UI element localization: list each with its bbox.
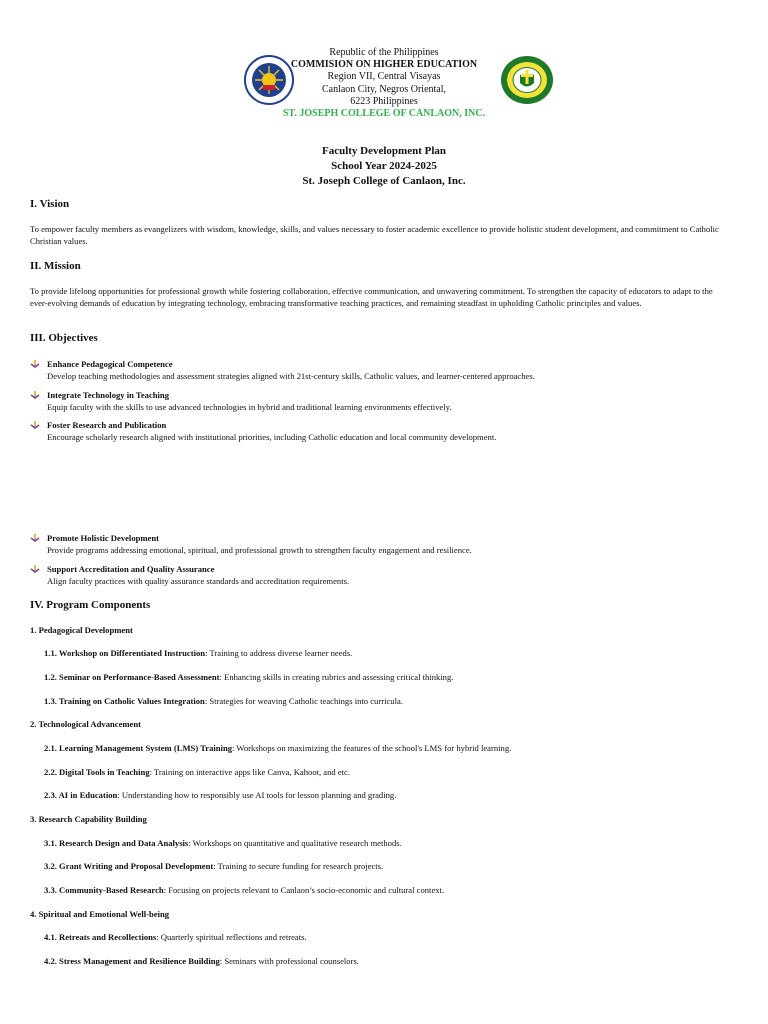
postal-line: 6223 Philippines: [350, 95, 418, 107]
objective-title: Enhance Pedagogical Competence: [47, 359, 173, 369]
objective-desc: Equip faculty with the skills to use advanced technologies in hybrid and traditional learning environments effectively.: [47, 402, 452, 412]
component-item-label: 4.2. Stress Management and Resilience Building: [44, 956, 220, 966]
component-item-text: : Strategies for weaving Catholic teachings into curricula.: [204, 696, 403, 706]
title-line-2: School Year 2024-2025: [331, 160, 437, 172]
component-item-text: : Training to address diverse learner needs.: [205, 648, 353, 658]
component-item-label: 1.1. Workshop on Differentiated Instruction: [44, 648, 206, 658]
arrow-bullet-icon: [30, 533, 40, 543]
component-item-label: 4.1. Retreats and Recollections: [44, 932, 157, 942]
component-item-label: 1.2. Seminar on Performance-Based Assessment: [44, 672, 220, 682]
component-item: [44, 672, 453, 682]
objective-desc: Align faculty practices with quality assurance standards and accreditation requirements.: [47, 576, 350, 586]
component-item: [44, 838, 402, 848]
component-group-heading: 4. Spiritual and Emotional Well-being: [30, 909, 170, 919]
component-item-text: : Workshops on quantitative and qualitative research methods.: [188, 838, 402, 848]
republic-line: Republic of the Philippines: [329, 47, 439, 58]
objective-title: Integrate Technology in Teaching: [47, 390, 170, 400]
component-group-heading: 3. Research Capability Building: [30, 814, 147, 824]
component-item-text: : Enhancing skills in creating rubrics and assessing critical thinking.: [219, 672, 454, 682]
objective-title: Foster Research and Publication: [47, 420, 167, 430]
component-item-text: : Seminars with professional counselors.: [219, 956, 359, 966]
component-item-label: 1.3. Training on Catholic Values Integration: [44, 696, 205, 706]
component-item-text: : Quarterly spiritual reflections and retreats.: [156, 932, 307, 942]
component-item: [44, 885, 444, 895]
component-item: [44, 956, 359, 966]
component-item-text: : Understanding how to responsibly use AI tools for lesson planning and grading.: [117, 790, 397, 800]
component-item-text: : Focusing on projects relevant to Canlaon’s socio-economic and cultural context.: [163, 885, 445, 895]
components-heading: IV. Program Components: [30, 599, 151, 611]
objective-title: Support Accreditation and Quality Assurance: [47, 564, 215, 574]
title-line-3: St. Joseph College of Canlaon, Inc.: [302, 175, 466, 187]
component-item-label: 2.3. AI in Education: [44, 790, 118, 800]
component-item: [44, 932, 307, 942]
arrow-bullet-icon: [30, 564, 40, 574]
component-item-label: 2.2. Digital Tools in Teaching: [44, 767, 150, 777]
objective-desc: Encourage scholarly research aligned with institutional priorities, including Catholic education and local community development.: [47, 432, 497, 442]
document-title: [0, 144, 768, 189]
arrow-bullet-icon: [30, 420, 40, 430]
component-item: [44, 648, 352, 658]
component-item-text: : Workshops on maximizing the features of the school's LMS for hybrid learning.: [232, 743, 512, 753]
component-item: [44, 861, 383, 871]
component-item-text: : Training to secure funding for research projects.: [213, 861, 384, 871]
component-item-label: 3.2. Grant Writing and Proposal Development: [44, 861, 214, 871]
mission-text: To provide lifelong opportunities for professional growth while fostering collaboration, effective communication, and unwavering commitment. To strengthen the capacity of educators to adapt to the ever-evolving demands of education by integrating technology, embracing transformative teaching practices, and remaining steadfast in upholding Catholic principles and values.: [30, 286, 713, 308]
vision-text: To empower faculty members as evangelizers with wisdom, knowledge, skills, and values necessary to foster academic excellence to provide holistic student development, and commitment to Catholic Christian values.: [30, 224, 719, 246]
letterhead: [0, 47, 768, 120]
objectives-heading: III. Objectives: [30, 332, 98, 344]
vision-heading: I. Vision: [30, 198, 70, 210]
objective-title: Promote Holistic Development: [47, 533, 160, 543]
mission-heading: II. Mission: [30, 260, 81, 272]
component-group-heading: 2. Technological Advancement: [30, 719, 142, 729]
component-item: [44, 790, 396, 800]
component-item-label: 2.1. Learning Management System (LMS) Training: [44, 743, 233, 753]
city-line: Canlaon City, Negros Oriental,: [321, 83, 447, 95]
arrow-bullet-icon: [30, 359, 40, 369]
component-item-label: 3.1. Research Design and Data Analysis: [44, 838, 189, 848]
commission-line: COMMISION ON HIGHER EDUCATION: [290, 59, 478, 71]
title-line-1: Faculty Development Plan: [321, 145, 447, 157]
component-item: [44, 767, 350, 777]
component-item: [44, 696, 403, 706]
component-group-heading: 1. Pedagogical Development: [30, 625, 133, 635]
school-name: ST. JOSEPH COLLEGE OF CANLAON, INC.: [282, 108, 486, 120]
region-line: Region VII, Central Visayas: [327, 71, 441, 83]
objective-desc: Provide programs addressing emotional, spiritual, and professional growth to strengthen faculty engagement and resilience.: [47, 545, 472, 555]
component-item-label: 3.3. Community-Based Research: [44, 885, 164, 895]
component-item-text: : Training on interactive apps like Canva, Kahoot, and etc.: [149, 767, 351, 777]
objective-desc: Develop teaching methodologies and assessment strategies aligned with 21st-century skills, Catholic values, and learner-centered approaches.: [47, 371, 535, 381]
component-item: [44, 743, 511, 753]
arrow-bullet-icon: [30, 390, 40, 400]
